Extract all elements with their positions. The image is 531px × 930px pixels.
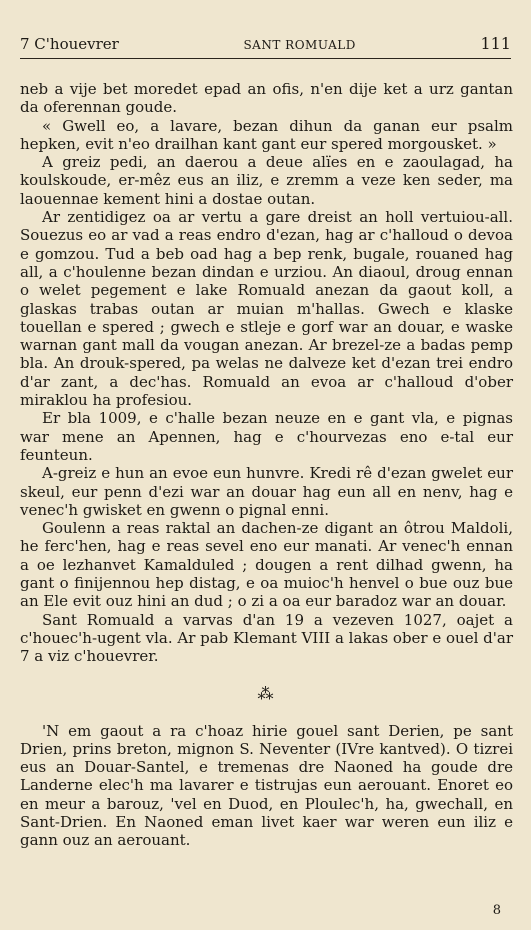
paragraph: A-greiz e hun an evoe eun hunvre. Kredi rê d'ezan gwelet eur skeul, eur penn d'ezi war an douar hag eun all en nenv, hag e venec'h gwisket en gwenn o pignal enni. [20, 464, 513, 519]
paragraph: Goulenn a reas raktal an dachen-ze digant an ôtrou Maldoli, he ferc'hen, hag e reas sevel eno eur manati. Ar venec'h ennan a oe lezhanvet Kamalduled ; dougen a rent dilhad gwenn, ha gant o finijennou hep distag, e oa muioc'h henvel o bue ouz bue an Ele evit ouz hini an dud ; o zi a oa eur baradoz war an douar. [20, 519, 513, 611]
header-date: 7 C'houevrer [20, 35, 119, 53]
header-title: SANT ROMUALD [243, 38, 356, 52]
signature-mark: 8 [492, 903, 501, 918]
paragraph: Sant Romuald a varvas d'an 19 a vezeven 1027, oajet a c'houec'h-ugent vla. Ar pab Klemant VIII a lakas ober e ouel d'ar 7 a viz c'houevrer. [20, 610, 513, 666]
running-header [20, 34, 511, 53]
paragraph: A greiz pedi, an daerou a deue alïes en e zaoulagad, ha koulskoude, er-mêz eus an iliz, e zremm a veze ken seder, ma laouennae kement hini a dostae outan. [20, 153, 513, 208]
page-number: 111 [480, 34, 511, 53]
header-rule [20, 58, 511, 59]
paragraph: neb a vije bet moredet epad an ofis, n'en dije ket a urz gantan da oferennan goude. [20, 80, 513, 117]
section-separator: ⁂ [257, 683, 276, 703]
paragraph: 'N em gaout a ra c'hoaz hirie gouel sant Derien, pe sant Drien, prins breton, mignon S. Neventer (IVre kantved). O tizrei eus an Douar-Santel, e tremenas dre Naoned ha goude dre Landerne elec'h ma lavarer e tistrujas eun aerouant. Enoret eo en meur a barouz, 'vel en Duod, en Ploulec'h, ha, gwechall, en Sant-Drien. En Naoned eman livet kaer war weren eun iliz e gann ouz an aerouant. [20, 721, 513, 850]
paragraph: Ar zentidigez oa ar vertu a gare dreist an holl vertuiou-all. Souezus eo ar vad a reas endro d'ezan, hag ar c'halloud o devoa e gomzou. Tud a beb oad hag a bep renk, bugale, rouaned hag all, a c'houlenne bezan dindan e urziou. An diaoul, droug ennan o welet pegement e lake Romuald anezan da gaout koll, a glaskas trabas outan ar muian m'hallas. Gwech e klaske touellan e spered ; gwech e stleje e gorf war an douar, e waske warnan gant mall da vougan anezan. Ar brezel-ze a badas pemp bla. An drouk-spered, pa welas ne dalveze ket d'ezan trei endro d'ar zant, a dec'has. Romuald an evoa ar c'halloud d'ober miraklou ha profesiou. [20, 208, 513, 410]
paragraph: « Gwell eo, a lavare, bezan dihun da ganan eur psalm hepken, evit n'eo drailhan kant gant eur spered morgousket. » [20, 116, 513, 153]
body-text [20, 80, 513, 850]
paragraph: Er bla 1009, e c'halle bezan neuze en e gant vla, e pignas war mene an Apennen, hag e c'hourvezas eno e-tal eur feunteun. [20, 409, 513, 464]
